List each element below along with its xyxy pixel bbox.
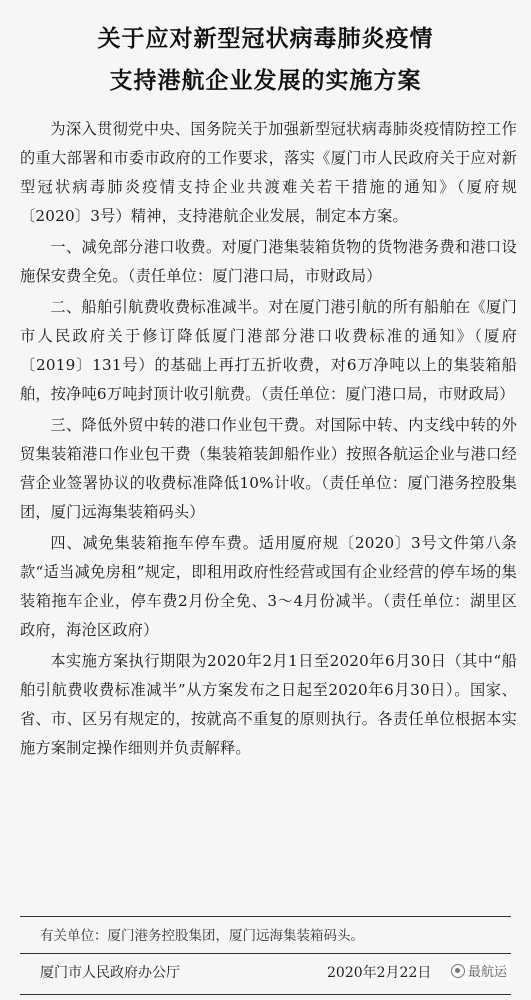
measure-2-paragraph: 二、船舶引航费收费标准减半。对在厦门港引航的所有船舶在《厦门市人民政府关于修订降低厦门港部分港口收费标准的通知》（厦府〔2019〕131号）的基础上再打五折收费，对6万净吨以上的集装箱船舶，按净吨6万吨封顶计收引航费。（责任单位：厦门港口局，市财政局） xyxy=(20,298,517,403)
wechat-account-icon xyxy=(451,964,465,978)
watermark-text: 最航运 xyxy=(468,965,508,980)
measure-4-paragraph: 四、减免集装箱拖车停车费。适用厦府规〔2020〕3号文件第八条款“适当减免房租”规定，即租用政府性经营或国有企业经营的停车场的集装箱拖车企业，停车费2月份全免、3～4月份减半。（责任单位：湖里区政府，海沧区政府） xyxy=(20,534,517,639)
issuer-name: 厦门市人民政府办公厅 xyxy=(40,965,180,981)
document-title-line2: 支持港航企业发展的实施方案 xyxy=(109,67,422,94)
cc-line: 有关单位：厦门港务控股集团，厦门远海集装箱码头。 xyxy=(40,928,364,944)
watermark xyxy=(448,960,510,981)
divider-bottom xyxy=(20,994,511,995)
document-title-line1: 关于应对新型冠状病毒肺炎疫情 xyxy=(97,25,434,52)
measure-1-paragraph: 一、减免部分港口收费。对厦门港集装箱货物的货物港务费和港口设施保安费全免。（责任单位：厦门港口局，市财政局） xyxy=(20,238,517,285)
intro-paragraph: 为深入贯彻党中央、国务院关于加强新型冠状病毒肺炎疫情防控工作的重大部署和市委市政府的工作要求，落实《厦门市人民政府关于应对新型冠状病毒肺炎疫情支持企业共渡难关若干措施的通知》（厦府规〔2020〕3号）精神，支持港航企业发展，制定本方案。 xyxy=(20,120,517,225)
divider-middle xyxy=(20,953,511,954)
validity-paragraph: 本实施方案执行期限为2020年2月1日至2020年6月30日（其中“船舶引航费收费标准减半”从方案发布之日起至2020年6月30日）。国家、省、市、区另有规定的，按就高不重复的原则执行。各责任单位根据本实施方案制定操作细则并负责解释。 xyxy=(20,652,517,757)
issue-date: 2020年2月22日 xyxy=(327,965,432,981)
divider-top xyxy=(20,916,511,917)
document-body xyxy=(20,115,517,763)
measure-3-paragraph: 三、降低外贸中转的港口作业包干费。对国际中转、内支线中转的外贸集装箱港口作业包干费（集装箱装卸船作业）按照各航运企业与港口经营企业签署协议的收费标准降低10%计收。（责任单位：厦门港务控股集团，厦门远海集装箱码头） xyxy=(20,416,517,521)
